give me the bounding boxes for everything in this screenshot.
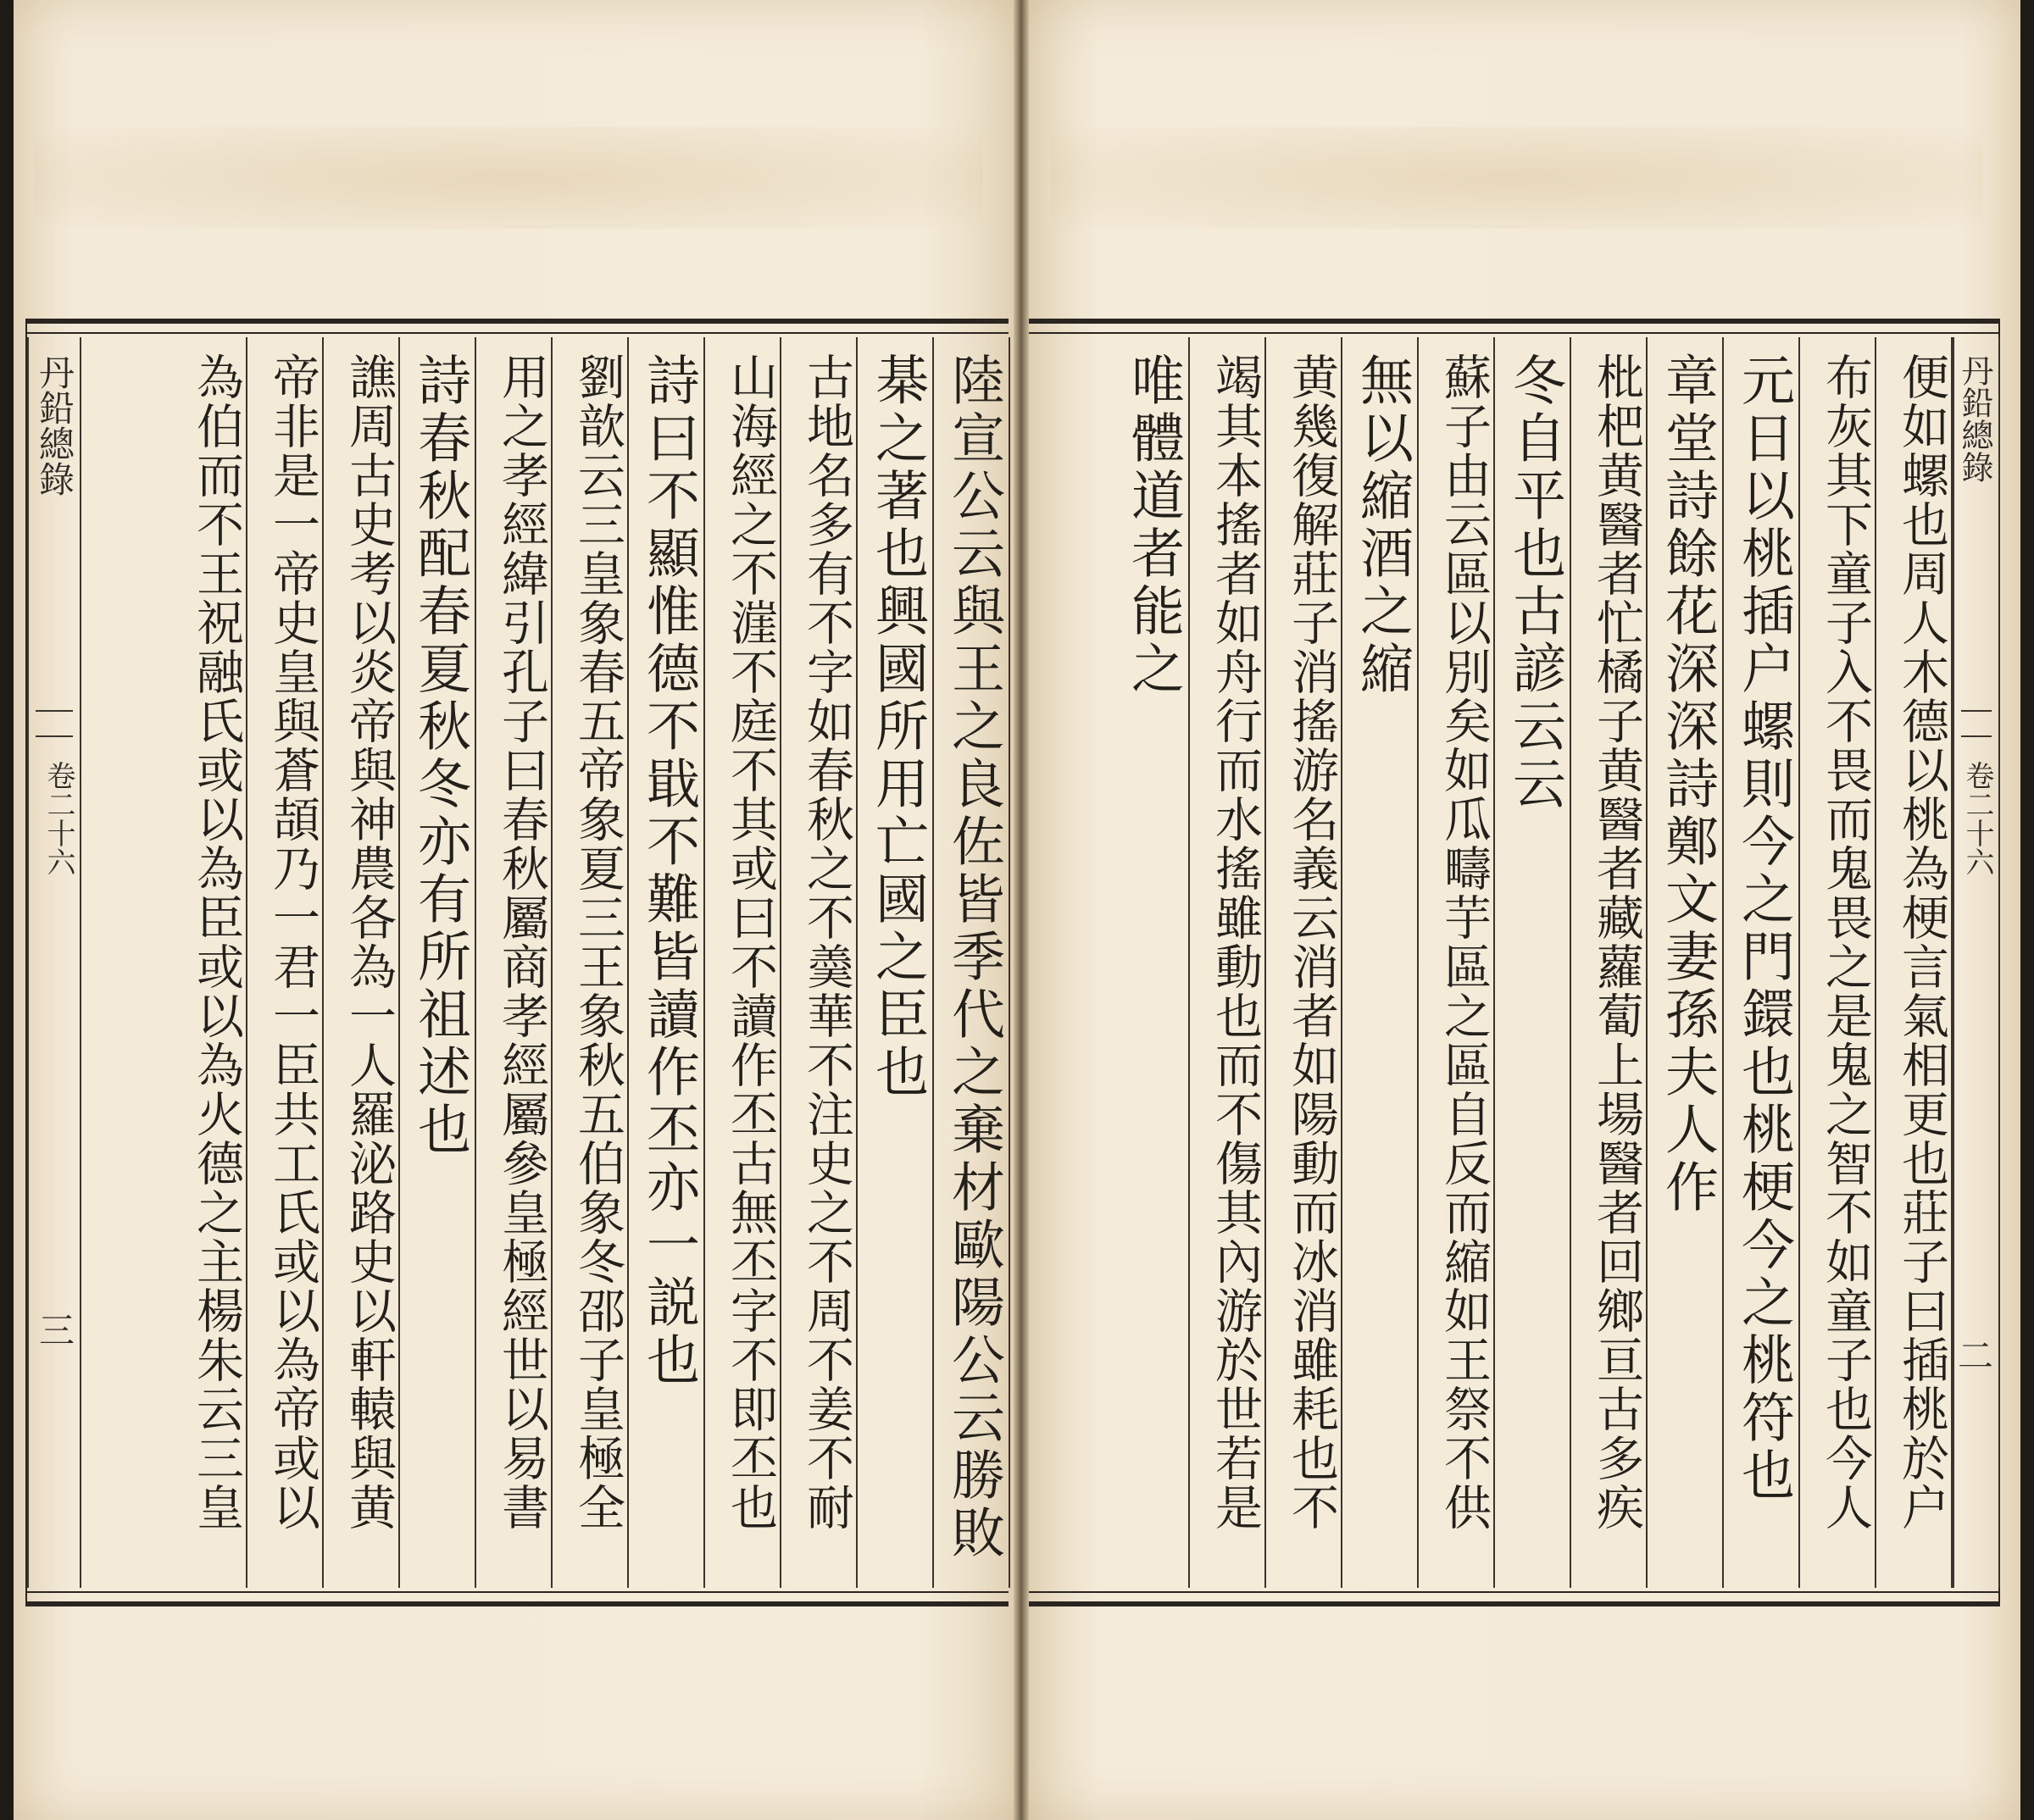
page-margin-strip [27, 337, 81, 1588]
text-column [1724, 337, 1800, 1588]
column-text: 山海經之不漄不庭不其或曰不讀作丕古無丕字不即丕也 [723, 352, 778, 1532]
text-column [247, 337, 324, 1588]
column-text: 布灰其下童子入不畏而鬼畏之是鬼之智不如童子也今人 [1818, 352, 1873, 1532]
folio-number: 三 [34, 1312, 75, 1347]
column-text: 黄幾復解莊子消搖游名義云消者如陽動而冰消雖耗也不 [1284, 352, 1339, 1532]
text-column [1114, 337, 1190, 1588]
text-column [629, 337, 705, 1588]
right-print-block [1029, 319, 2000, 1606]
text-column [1495, 337, 1571, 1588]
book-gutter [1014, 0, 1029, 1820]
left-print-block [25, 319, 1009, 1606]
column-text: 無以縮酒之縮 [1352, 352, 1414, 698]
text-column [171, 337, 247, 1588]
text-column [400, 337, 476, 1588]
column-text: 詩春秋配春夏秋冬亦有所祖述也 [409, 352, 471, 1159]
column-text: 詩曰不顯惟德不戢不難皆讀作丕亦一説也 [638, 352, 700, 1390]
text-column [553, 337, 629, 1588]
column-text: 蘇子由云區以別矣如瓜疇芋區之區自反而縮如王祭不供 [1437, 352, 1492, 1532]
text-column [858, 337, 934, 1588]
page-margin-strip [1953, 337, 2000, 1588]
column-text: 棊之著也興國所用亡國之臣也 [867, 352, 929, 1101]
column-text: 唯體道者能之 [1123, 352, 1185, 698]
column-text: 枇杷黄醫者忙橘子黄醫者藏蘿蔔上場醫者回鄉亘古多疾 [1589, 352, 1644, 1532]
text-column [476, 337, 553, 1588]
column-text: 章堂詩餘花深深詩鄭文妻孫夫人作 [1657, 352, 1719, 1217]
column-text: 用之孝經緯引孔子曰春秋屬商孝經屬參皇極經世以易書 [494, 352, 549, 1532]
text-column [1648, 337, 1724, 1588]
text-column [324, 337, 400, 1588]
folio-number: 二 [1953, 1337, 1994, 1373]
column-text: 冬自平也古諺云云 [1504, 352, 1566, 813]
fishtail-mark [36, 710, 73, 737]
text-column [1800, 337, 1876, 1588]
column-text: 元日以桃插户螺則今之門鐶也桃梗今之桃符也 [1733, 352, 1795, 1505]
column-text: 劉歆云三皇象春五帝象夏三王象秋五伯象冬邵子皇極全 [570, 352, 625, 1532]
book-title-label: 丹鉛總錄 [1956, 354, 1993, 483]
column-text: 便如螺也周人木德以桃為梗言氣相更也莊子曰插桃於户 [1894, 352, 1949, 1532]
column-text: 為伯而不王祝融氏或以為臣或以為火德之主楊朱云三皇 [189, 352, 244, 1532]
fishtail-mark [1961, 710, 1992, 737]
column-text: 譙周古史考以炎帝與神農各為一人羅泌路史以軒轅與黄 [342, 352, 397, 1532]
text-column [705, 337, 781, 1588]
book-title-label: 丹鉛總錄 [34, 354, 75, 497]
text-column [934, 337, 1010, 1588]
text-column [1419, 337, 1495, 1588]
column-text: 竭其本搖者如舟行而水搖雖動也而不傷其內游於世若是 [1208, 352, 1263, 1532]
text-column [781, 337, 858, 1588]
column-text: 帝非是一帝史皇與蒼頡乃一君一臣共工氏或以為帝或以 [265, 352, 320, 1532]
text-column [1571, 337, 1648, 1588]
text-column [1190, 337, 1266, 1588]
column-text: 古地名多有不字如春秋之不羮華不注史之不周不姜不耐 [799, 352, 854, 1532]
volume-label: 卷二十六 [1960, 761, 1994, 876]
text-column [1876, 337, 1953, 1588]
water-stain [34, 127, 983, 229]
column-text: 陸宣公云與王之良佐皆季代之棄材歐陽公云勝敗 [943, 352, 1005, 1562]
text-column [1342, 337, 1419, 1588]
water-stain [1051, 127, 1983, 229]
volume-label: 卷二十六 [42, 761, 75, 876]
text-column [1266, 337, 1342, 1588]
